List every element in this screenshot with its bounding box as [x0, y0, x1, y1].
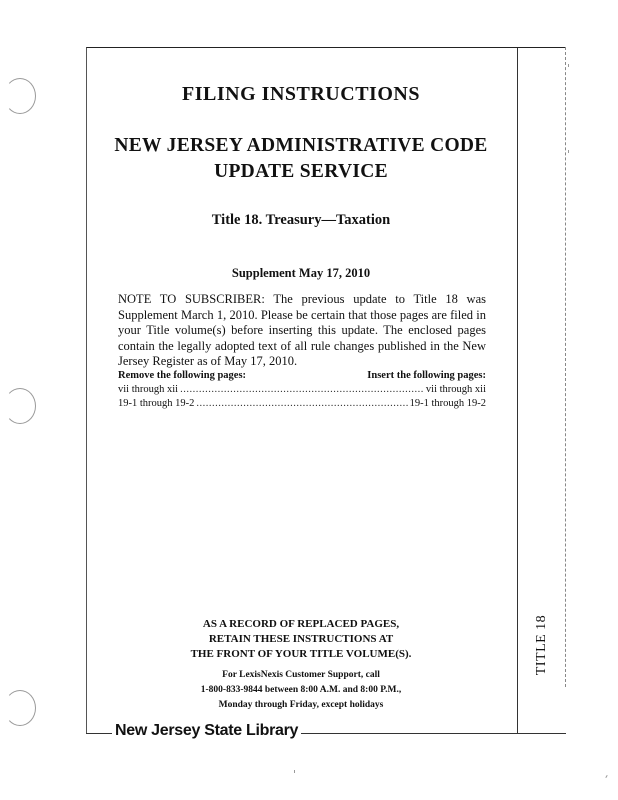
support-line-3: Monday through Friday, except holidays	[218, 700, 384, 710]
binder-hole-middle	[4, 388, 36, 424]
insert-pages-cell: vii through xii	[425, 384, 486, 395]
record-line-1: AS A RECORD OF REPLACED PAGES,	[202, 618, 400, 630]
scan-speck	[605, 775, 607, 778]
code-title-line-2: UPDATE SERVICE	[214, 161, 388, 182]
code-title	[86, 133, 516, 185]
binder-hole-bottom	[4, 690, 36, 726]
binder-hole-top	[4, 78, 36, 114]
document-title: FILING INSTRUCTIONS	[182, 83, 420, 105]
scan-speck	[568, 150, 569, 153]
customer-support-info	[86, 668, 516, 713]
remove-pages-header: Remove the following pages:	[118, 370, 247, 381]
dot-leader	[196, 398, 407, 409]
code-title-line-1: NEW JERSEY ADMINISTRATIVE CODE	[114, 135, 488, 156]
tab-top-border	[516, 47, 566, 48]
table-row	[118, 384, 486, 398]
insert-pages-header: Insert the following pages:	[367, 370, 486, 381]
title-subject: Title 18. Treasury—Taxation	[211, 212, 391, 228]
dot-leader	[180, 384, 424, 395]
scan-speck	[294, 770, 295, 773]
record-line-3: THE FRONT OF YOUR TITLE VOLUME(S).	[190, 648, 412, 660]
title-tab-label: TITLE 18	[534, 614, 549, 676]
record-notice	[86, 617, 516, 662]
support-line-1: For LexisNexis Customer Support, call	[222, 670, 380, 680]
insert-pages-cell: 19-1 through 19-2	[409, 398, 486, 409]
remove-pages-cell: 19-1 through 19-2	[118, 398, 195, 409]
subscriber-note: NOTE TO SUBSCRIBER: The previous update to Title 18 was Supplement March 1, 2010. Please be certain that those pages are filed in your Title volume(s) before inserting this update. The enclosed pages contain the legally adopted text of all rule changes published in the New Jersey Register as of May 17, 2010.	[118, 292, 486, 368]
scan-speck	[568, 64, 569, 67]
supplement-date: Supplement May 17, 2010	[231, 266, 371, 280]
library-stamp: New Jersey State Library	[112, 722, 301, 740]
title-tab	[520, 612, 564, 678]
table-row	[118, 398, 486, 412]
support-line-2: 1-800-833-9844 between 8:00 A.M. and 8:00 P.M.,	[200, 685, 402, 695]
tab-edge-line	[565, 47, 566, 687]
record-line-2: RETAIN THESE INSTRUCTIONS AT	[208, 633, 394, 645]
remove-pages-cell: vii through xii	[118, 384, 179, 395]
